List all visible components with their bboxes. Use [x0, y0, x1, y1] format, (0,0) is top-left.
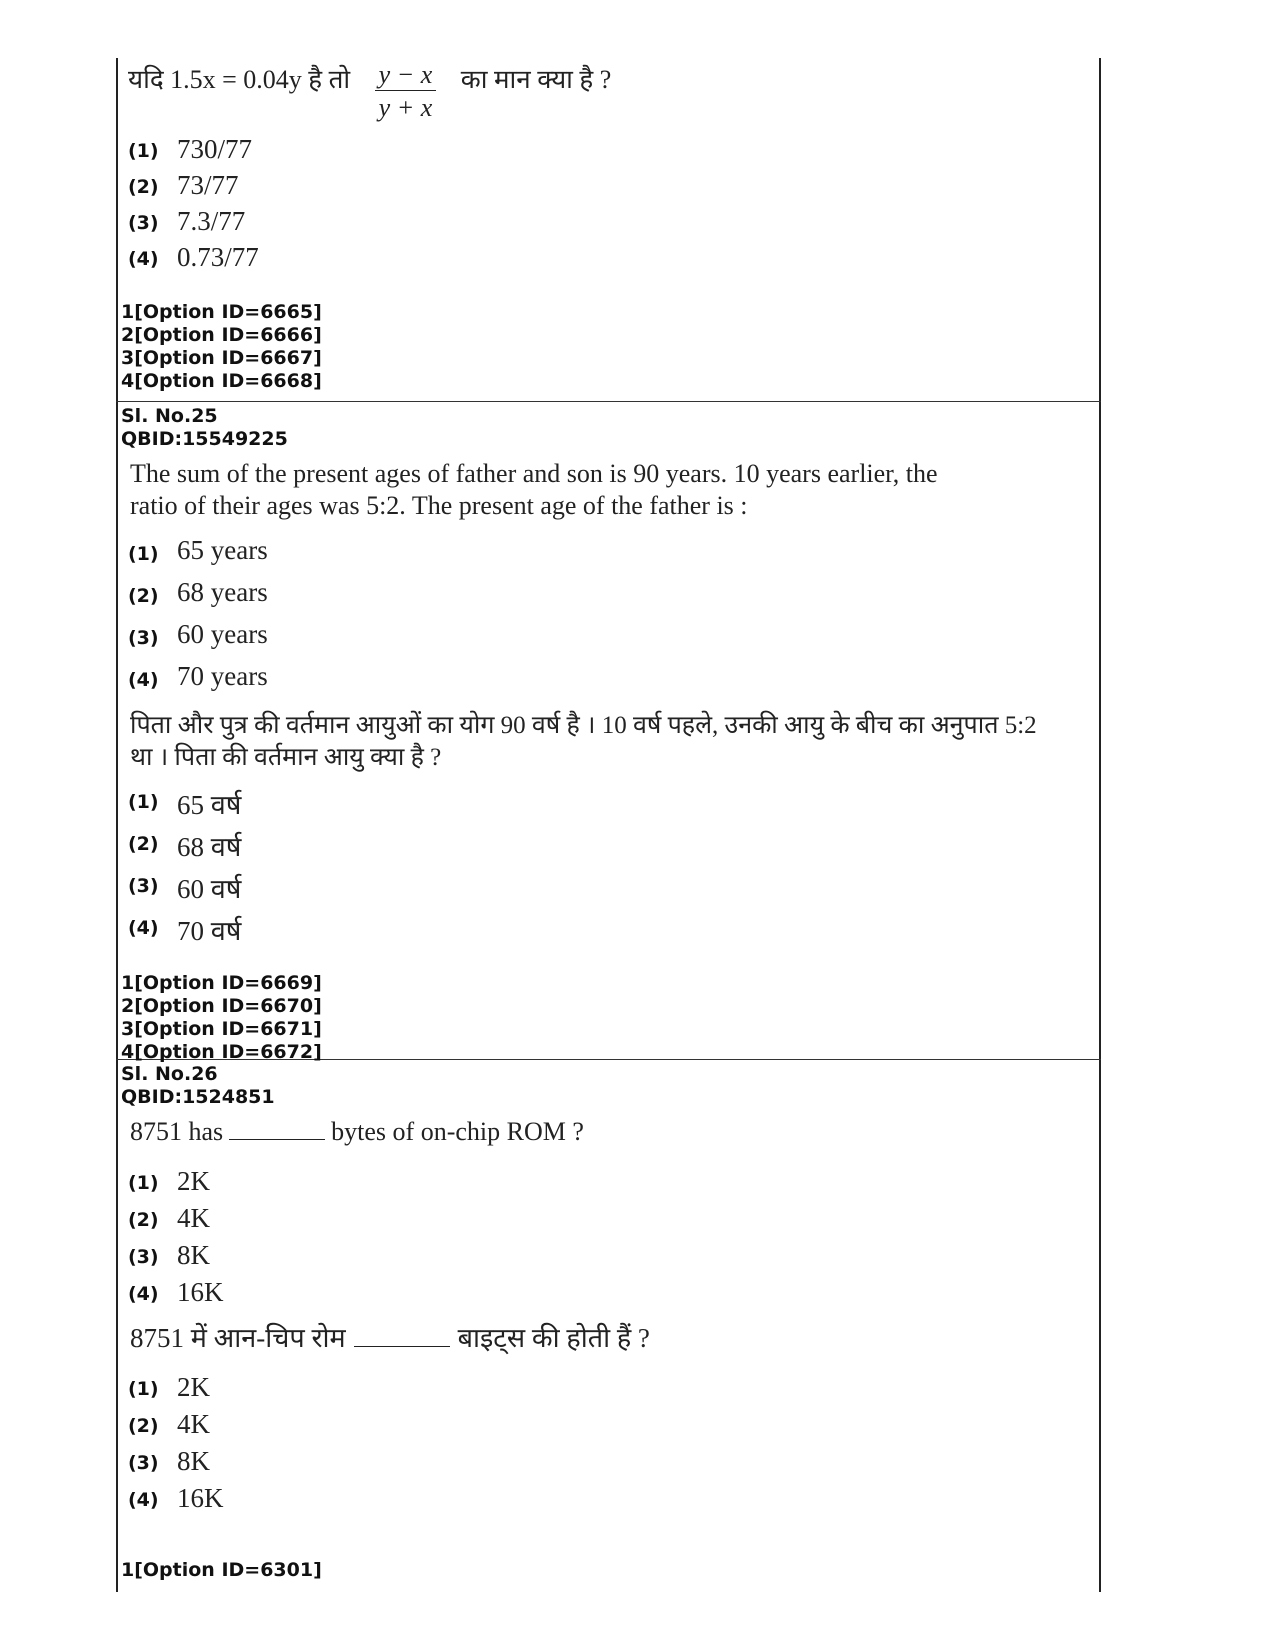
q24-option-number: (1): [128, 140, 159, 162]
q26-option-text: 8K: [177, 1240, 210, 1270]
q25-option-text: 68 years: [177, 577, 268, 607]
q24-option-number: (3): [128, 212, 159, 234]
q24-option-ids: [121, 301, 322, 393]
stem-post: बाइट्स की होती हैं ?: [457, 1323, 650, 1353]
option-id: 2[Option ID=6666]: [121, 324, 322, 346]
stem-line: पिता और पुत्र की वर्तमान आयुओं का योग 90 वर्ष है । 10 वर्ष पहले, उनकी आयु के बीच का अनुपात 5:2: [130, 712, 1037, 739]
q26-header: [121, 1063, 275, 1109]
q24-fraction-denominator: y + x: [378, 93, 433, 122]
row-divider: [116, 401, 1101, 402]
q25-option-number: (3): [128, 875, 159, 897]
q26-option-number: (1): [128, 1172, 159, 1194]
q25-option-number: (2): [128, 833, 159, 855]
option-id: 3[Option ID=6667]: [121, 347, 322, 369]
q26-option-ids: [121, 1559, 322, 1582]
q25-option-number: (2): [128, 585, 159, 607]
q26-option-text: 2K: [177, 1372, 210, 1402]
q25-option-number: (1): [128, 543, 159, 565]
q24-option-number: (4): [128, 248, 159, 270]
q26-option-text: 4K: [177, 1409, 210, 1439]
q26-option-number: (3): [128, 1452, 159, 1474]
q25-option-text: 65 वर्ष: [177, 790, 242, 820]
q25-option-text: 65 years: [177, 535, 268, 565]
q25-option-number: (4): [128, 917, 159, 939]
q26-option-text: 8K: [177, 1446, 210, 1476]
q25-option-text: 68 वर्ष: [177, 832, 242, 862]
stem-post: bytes of on-chip ROM ?: [331, 1117, 584, 1146]
serial-number: Sl. No.26: [121, 1063, 218, 1085]
option-id: 1[Option ID=6301]: [121, 1559, 322, 1581]
option-id: 3[Option ID=6671]: [121, 1018, 322, 1040]
serial-number: Sl. No.25: [121, 405, 218, 427]
q26-option-text: 16K: [177, 1277, 224, 1307]
q26-option-number: (1): [128, 1378, 159, 1400]
q26-option-number: (4): [128, 1283, 159, 1305]
stem-line: था । पिता की वर्तमान आयु क्या है ?: [130, 744, 442, 771]
q25-option-text: 60 वर्ष: [177, 874, 242, 904]
answer-blank: [354, 1324, 450, 1347]
q26-stem-hindi: [130, 1322, 650, 1354]
stem-line: ratio of their ages was 5:2. The present age of the father is :: [130, 491, 748, 520]
stem-pre: 8751 has: [130, 1117, 224, 1146]
q26-option-text: 4K: [177, 1203, 210, 1233]
stem-line: The sum of the present ages of father and son is 90 years. 10 years earlier, the: [130, 459, 938, 488]
q24-option-text: 73/77: [177, 170, 239, 200]
option-id: 1[Option ID=6669]: [121, 972, 322, 994]
answer-blank: [229, 1117, 325, 1140]
q25-option-number: (1): [128, 791, 159, 813]
q25-stem-english: [130, 458, 938, 522]
option-id: 4[Option ID=6672]: [121, 1041, 322, 1063]
q26-option-number: (2): [128, 1415, 159, 1437]
q25-option-text: 60 years: [177, 619, 268, 649]
q25-option-number: (4): [128, 669, 159, 691]
q24-fraction-numerator: y − x: [375, 60, 437, 91]
q25-option-number: (3): [128, 627, 159, 649]
q24-option-text: 0.73/77: [177, 242, 259, 272]
option-id: 2[Option ID=6670]: [121, 995, 322, 1017]
q26-option-text: 2K: [177, 1166, 210, 1196]
q24-fraction: [375, 60, 437, 125]
q25-header: [121, 405, 288, 451]
q24-option-text: 7.3/77: [177, 206, 246, 236]
q25-option-text: 70 वर्ष: [177, 916, 242, 946]
q24-option-number: (2): [128, 176, 159, 198]
q25-option-ids: [121, 972, 322, 1064]
option-id: 1[Option ID=6665]: [121, 301, 322, 323]
question-bank-id: QBID:1524851: [121, 1086, 275, 1108]
q26-stem-english: [130, 1116, 584, 1148]
q24-stem-pre: यदि 1.5x = 0.04y है तो: [128, 65, 351, 94]
q26-option-number: (2): [128, 1209, 159, 1231]
q26-option-number: (3): [128, 1246, 159, 1268]
question-bank-id: QBID:15549225: [121, 428, 288, 450]
q26-option-number: (4): [128, 1489, 159, 1511]
option-id: 4[Option ID=6668]: [121, 370, 322, 392]
stem-pre: 8751 में आन-चिप रोम: [130, 1323, 346, 1353]
q25-stem-hindi: [130, 710, 1037, 774]
q24-stem-hindi: [128, 60, 611, 125]
q25-option-text: 70 years: [177, 661, 268, 691]
q24-stem-post: का मान क्या है ?: [460, 65, 612, 94]
q24-option-text: 730/77: [177, 134, 253, 164]
q26-option-text: 16K: [177, 1483, 224, 1513]
question-table-frame: [116, 58, 1101, 1592]
